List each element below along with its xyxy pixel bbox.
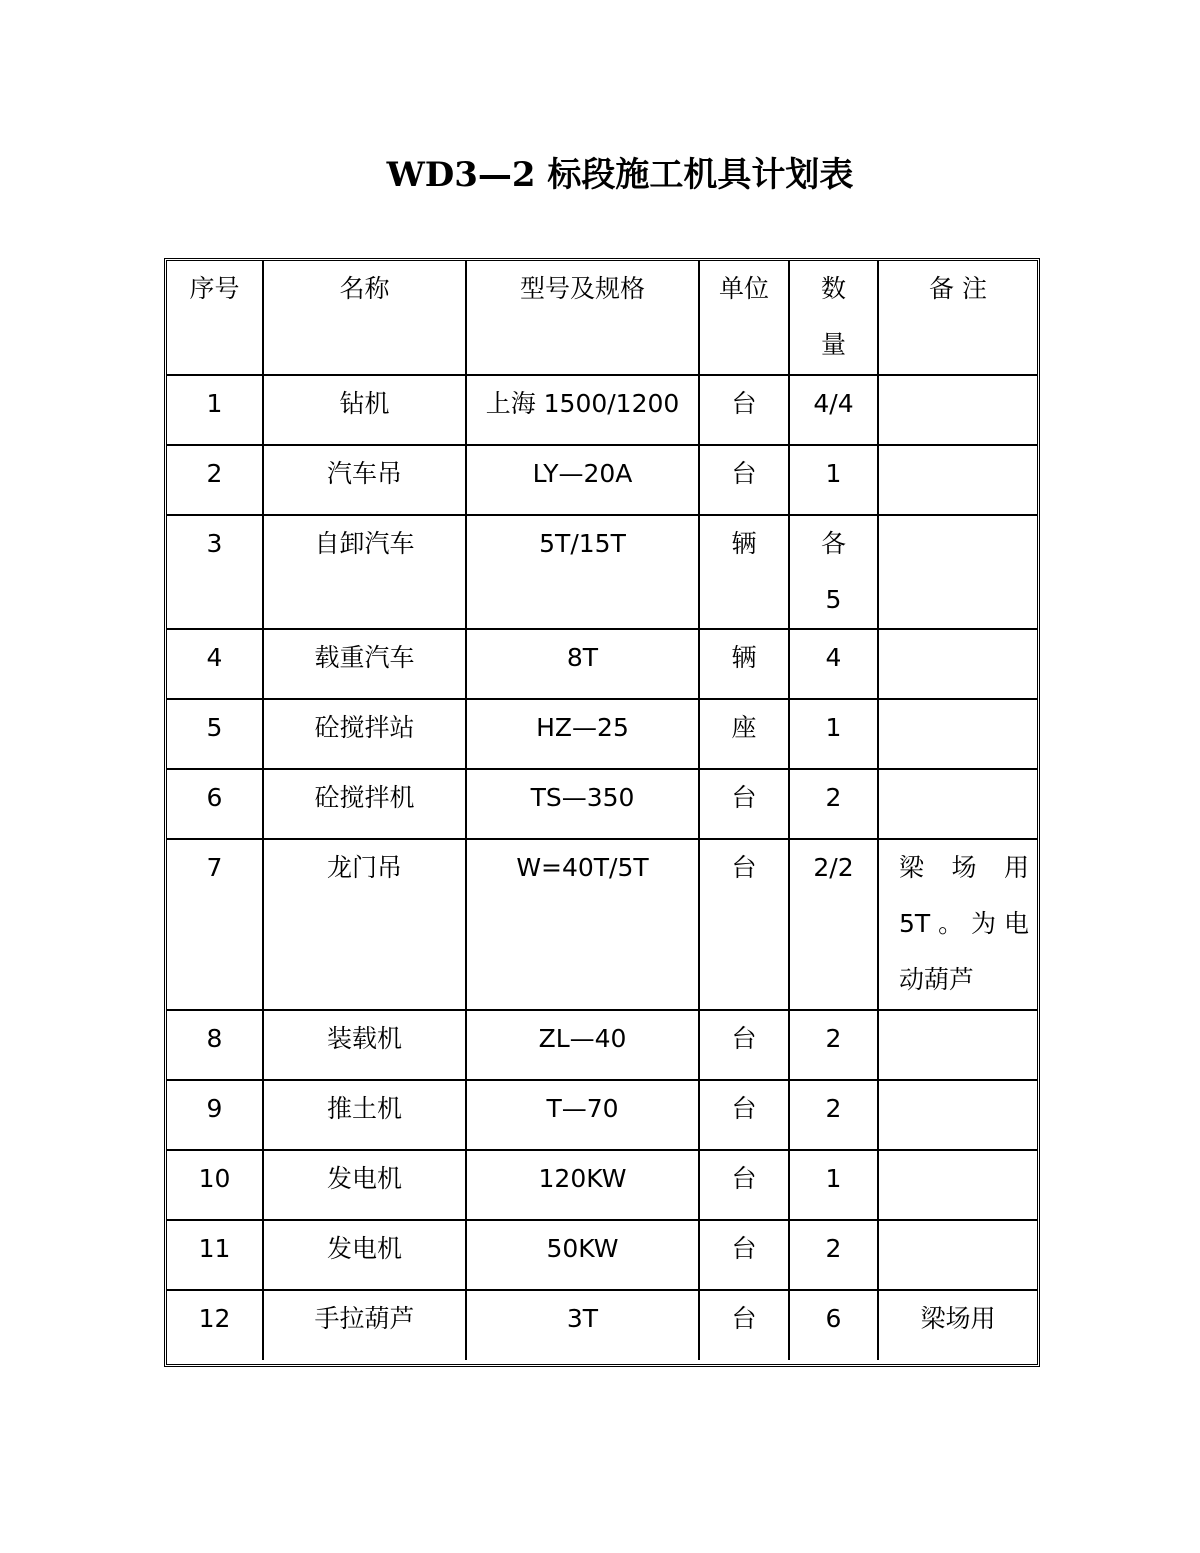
cell-unit: 台 (699, 445, 789, 515)
cell-model: 120KW (466, 1150, 699, 1220)
cell-remark (878, 445, 1037, 515)
cell-qty: 1 (789, 445, 878, 515)
cell-qty: 2 (789, 1080, 878, 1150)
cell-name: 发电机 (263, 1220, 466, 1290)
cell-remark (878, 629, 1037, 699)
cell-seq: 3 (167, 515, 263, 629)
cell-seq: 6 (167, 769, 263, 839)
cell-name: 汽车吊 (263, 445, 466, 515)
cell-model: 8T (466, 629, 699, 699)
cell-qty: 2 (789, 1220, 878, 1290)
cell-remark (878, 1080, 1037, 1150)
cell-seq: 8 (167, 1010, 263, 1080)
table-row (167, 1220, 1037, 1290)
cell-qty: 各5 (820, 529, 846, 614)
cell-name: 砼搅拌站 (263, 699, 466, 769)
cell-seq: 10 (167, 1150, 263, 1220)
cell-unit: 台 (699, 1010, 789, 1080)
cell-unit: 辆 (699, 629, 789, 699)
header-remark: 备 注 (878, 261, 1037, 375)
cell-model: HZ—25 (466, 699, 699, 769)
cell-unit: 台 (699, 1290, 789, 1360)
cell-model: W=40T/5T (466, 839, 699, 1010)
cell-unit: 座 (699, 699, 789, 769)
cell-remark (878, 1150, 1037, 1220)
cell-seq: 7 (167, 839, 263, 1010)
table-row (167, 375, 1037, 445)
header-qty: 数量 (820, 274, 846, 359)
cell-seq: 9 (167, 1080, 263, 1150)
table-row (167, 1010, 1037, 1080)
cell-remark: 梁场用 (878, 1290, 1037, 1360)
cell-name: 砼搅拌机 (263, 769, 466, 839)
equipment-plan-table (164, 258, 1040, 1367)
table-row (167, 1290, 1037, 1360)
cell-model: TS—350 (466, 769, 699, 839)
cell-qty: 1 (789, 1150, 878, 1220)
cell-seq: 2 (167, 445, 263, 515)
cell-unit: 辆 (699, 515, 789, 629)
cell-remark (878, 699, 1037, 769)
cell-remark (878, 769, 1037, 839)
cell-name: 发电机 (263, 1150, 466, 1220)
cell-unit: 台 (699, 1080, 789, 1150)
cell-seq: 12 (167, 1290, 263, 1360)
page-title: WD3—2 标段施工机具计划表 (386, 155, 854, 195)
cell-seq: 11 (167, 1220, 263, 1290)
cell-seq: 5 (167, 699, 263, 769)
cell-qty: 2 (789, 769, 878, 839)
cell-name: 装载机 (263, 1010, 466, 1080)
table-row (167, 445, 1037, 515)
cell-model: 5T/15T (466, 515, 699, 629)
cell-unit: 台 (699, 1220, 789, 1290)
cell-remark (878, 375, 1037, 445)
table-row (167, 1150, 1037, 1220)
cell-qty: 4 (789, 629, 878, 699)
table-row (167, 629, 1037, 699)
cell-model: T—70 (466, 1080, 699, 1150)
table-row (167, 1080, 1037, 1150)
cell-remark (878, 1220, 1037, 1290)
cell-qty: 4/4 (789, 375, 878, 445)
cell-seq: 4 (167, 629, 263, 699)
cell-name: 推土机 (263, 1080, 466, 1150)
cell-unit: 台 (699, 839, 789, 1010)
cell-model: 50KW (466, 1220, 699, 1290)
cell-remark (878, 515, 1037, 629)
header-name: 名称 (263, 261, 466, 375)
table-row (167, 515, 1037, 629)
header-model: 型号及规格 (466, 261, 699, 375)
cell-qty: 2/2 (789, 839, 878, 1010)
cell-remark: 梁场用5T。为电动葫芦 (878, 839, 1037, 1010)
cell-model: 上海 1500/1200 (466, 375, 699, 445)
table-row (167, 699, 1037, 769)
cell-name: 手拉葫芦 (263, 1290, 466, 1360)
cell-qty: 1 (789, 699, 878, 769)
table-header-row (167, 261, 1037, 375)
cell-model: 3T (466, 1290, 699, 1360)
table-row (167, 769, 1037, 839)
header-qty-cell (789, 261, 878, 375)
cell-model: LY—20A (466, 445, 699, 515)
cell-name: 载重汽车 (263, 629, 466, 699)
cell-name: 钻机 (263, 375, 466, 445)
cell-qty: 2 (789, 1010, 878, 1080)
header-seq: 序号 (167, 261, 263, 375)
cell-qty: 6 (789, 1290, 878, 1360)
header-unit: 单位 (699, 261, 789, 375)
cell-seq: 1 (167, 375, 263, 445)
cell-unit: 台 (699, 375, 789, 445)
table-row (167, 839, 1037, 1010)
cell-unit: 台 (699, 1150, 789, 1220)
cell-name: 龙门吊 (263, 839, 466, 1010)
cell-model: ZL—40 (466, 1010, 699, 1080)
cell-qty-cell (789, 515, 878, 629)
cell-unit: 台 (699, 769, 789, 839)
cell-remark (878, 1010, 1037, 1080)
cell-name: 自卸汽车 (263, 515, 466, 629)
